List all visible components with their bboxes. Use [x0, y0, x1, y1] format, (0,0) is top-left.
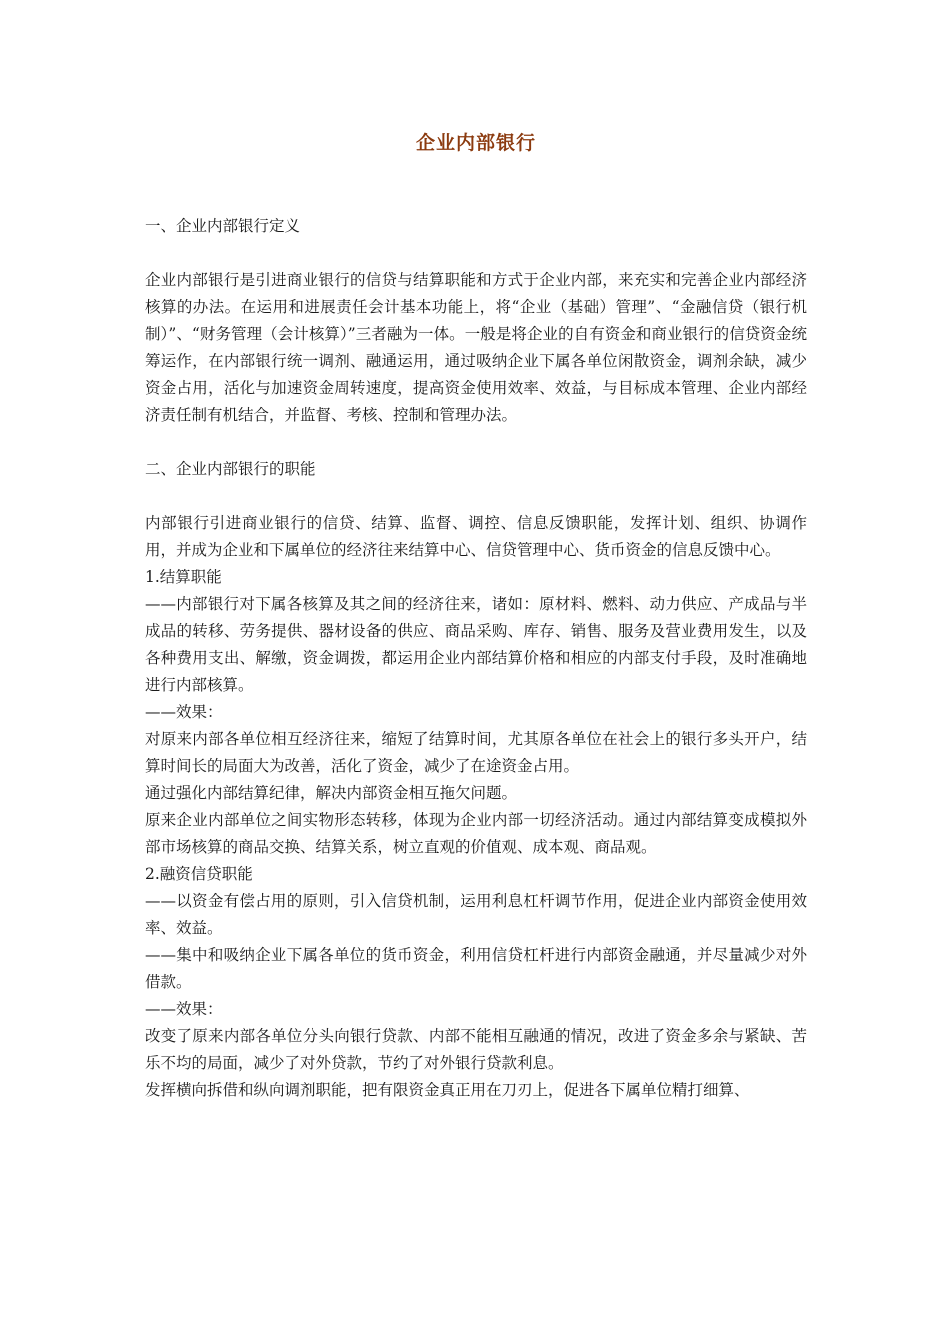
- credit-function-heading: 2.融资信贷职能: [145, 865, 253, 883]
- credit-effect-1: 改变了原来内部各单位分头向银行贷款、内部不能相互融通的情况，改进了资金多余与紧缺、苦乐不均的局面，减少了对外贷款，节约了对外银行贷款利息。: [145, 1027, 807, 1072]
- definition-paragraph: 企业内部银行是引进商业银行的信贷与结算职能和方式于企业内部，来充实和完善企业内部经济核算的办法。在运用和进展责任会计基本功能上，将“企业（基础）管理”、“金融信贷（银行机制）”、“财务管理（会计核算）”三者融为一体。一般是将企业的自有资金和商业银行的信贷资金统筹运作，在内部银行统一调剂、融通运用，通过吸纳企业下属各单位闲散资金，调剂余缺，减少资金占用，活化与加速资金周转速度，提高资金使用效率、效益，与目标成本管理、企业内部经济责任制有机结合，并监督、考核、控制和管理办法。: [145, 271, 807, 424]
- document-body: [145, 213, 807, 1104]
- settlement-description: ——内部银行对下属各核算及其之间的经济往来，诸如：原材料、燃料、动力供应、产成品与半成品的转移、劳务提供、器材设备的供应、商品采购、库存、销售、服务及营业费用发生，以及各种费用支出、解缴，资金调拨，都运用企业内部结算价格和相应的内部支付手段，及时准确地进行内部核算。: [145, 595, 807, 694]
- credit-effect-2: 发挥横向拆借和纵向调剂职能，把有限资金真正用在刀刃上，促进各下属单位精打细算、: [145, 1081, 750, 1099]
- credit-description-1: ——以资金有偿占用的原则，引入信贷机制，运用利息杠杆调节作用，促进企业内部资金使用效率、效益。: [145, 892, 807, 937]
- settlement-effect-3: 原来企业内部单位之间实物形态转移，体现为企业内部一切经济活动。通过内部结算变成模拟外部市场核算的商品交换、结算关系，树立直观的价值观、成本观、商品观。: [145, 811, 807, 856]
- functions-intro-paragraph: 内部银行引进商业银行的信贷、结算、监督、调控、信息反馈职能，发挥计划、组织、协调作用，并成为企业和下属单位的经济往来结算中心、信贷管理中心、货币资金的信息反馈中心。: [145, 514, 807, 559]
- section-heading-definition: 一、企业内部银行定义: [145, 217, 301, 235]
- settlement-effect-label: ——效果：: [145, 703, 223, 721]
- settlement-effect-2: 通过强化内部结算纪律，解决内部资金相互拖欠问题。: [145, 784, 518, 802]
- settlement-function-heading: 1.结算职能: [145, 568, 222, 586]
- document-title: 企业内部银行: [415, 132, 536, 154]
- section-heading-functions: 二、企业内部银行的职能: [145, 460, 316, 478]
- credit-description-2: ——集中和吸纳企业下属各单位的货币资金，利用信贷杠杆进行内部资金融通，并尽量减少对外借款。: [145, 946, 807, 991]
- credit-effect-label: ——效果：: [145, 1000, 223, 1018]
- settlement-effect-1: 对原来内部各单位相互经济往来，缩短了结算时间，尤其原各单位在社会上的银行多头开户，结算时间长的局面大为改善，活化了资金，减少了在途资金占用。: [145, 730, 807, 775]
